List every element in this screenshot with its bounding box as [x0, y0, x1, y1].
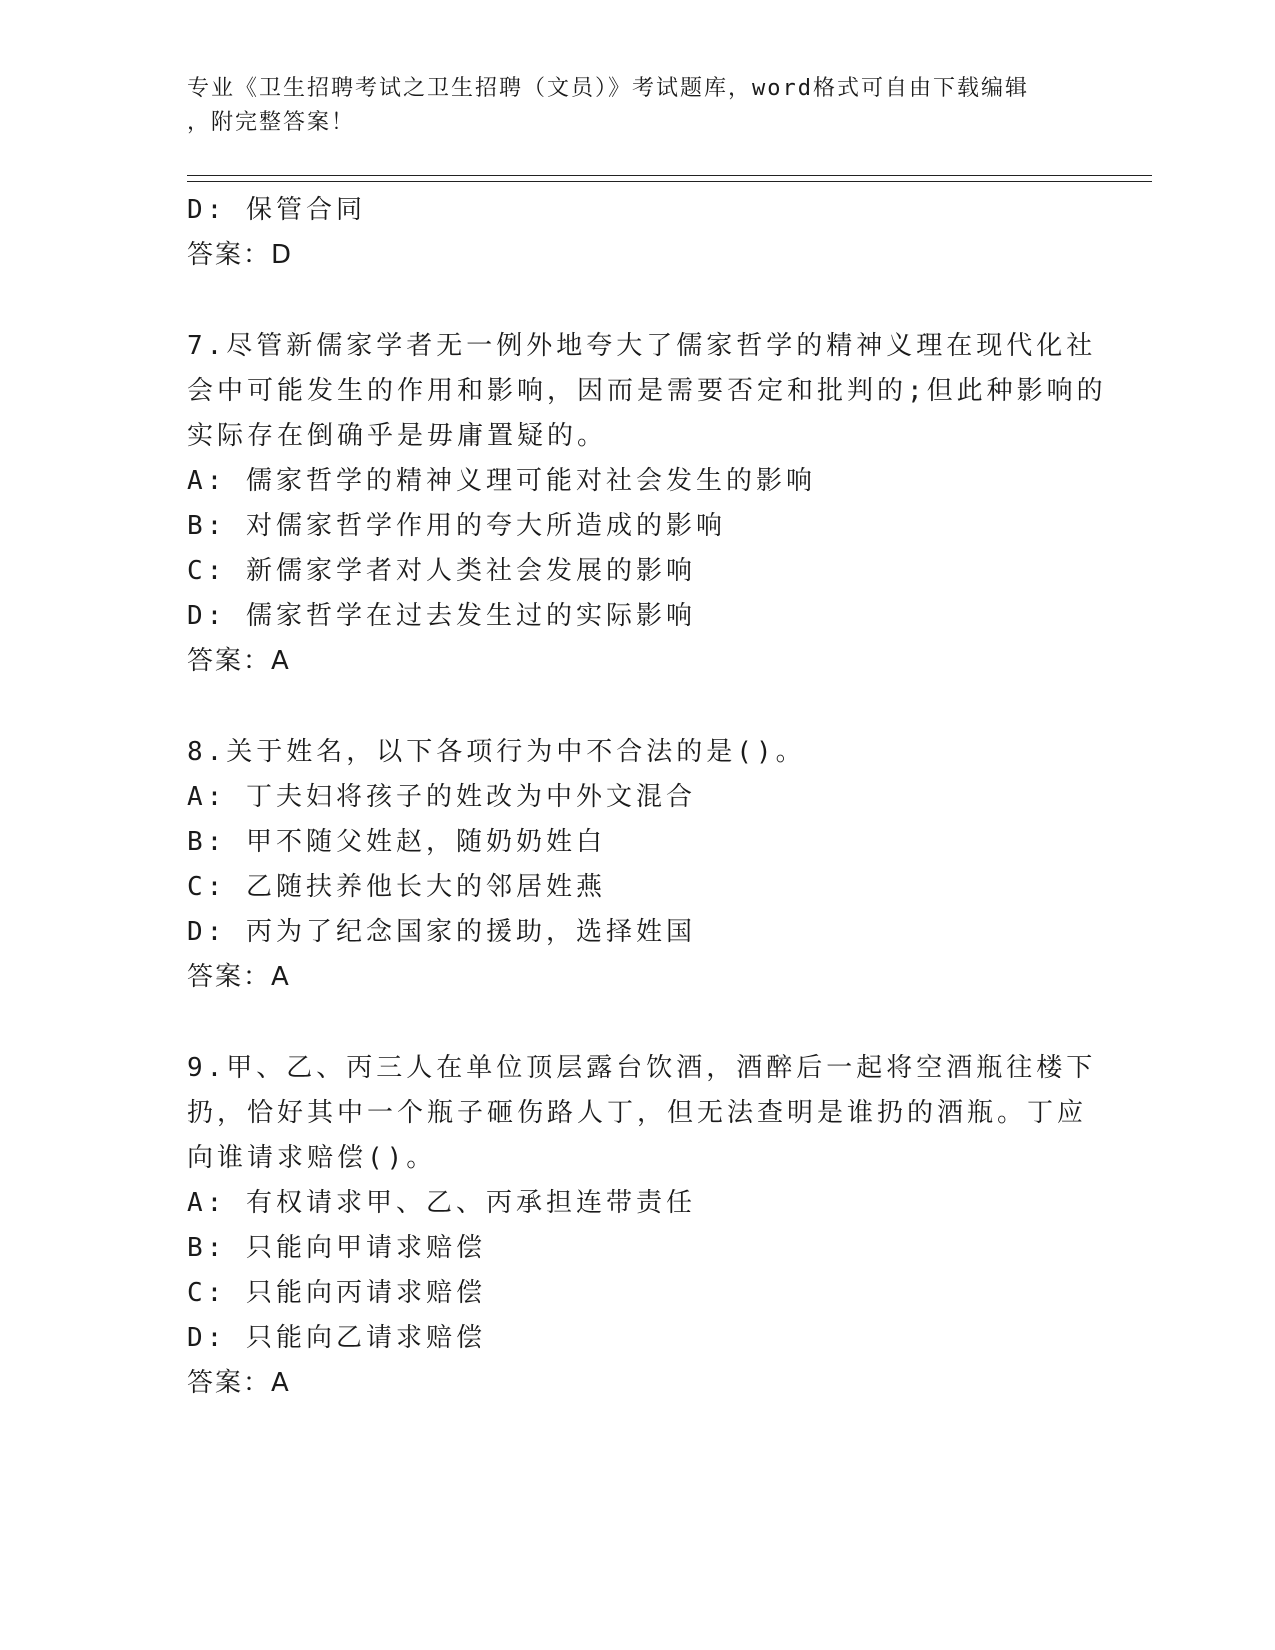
option-a: A: 丁夫妇将孩子的姓改为中外文混合: [187, 782, 696, 812]
option-d: D: 丙为了纪念国家的援助，选择姓国: [187, 917, 696, 947]
prev-question-answer: 答案：D: [187, 240, 294, 270]
question-stem-line: 向谁请求赔偿()。: [187, 1143, 437, 1173]
answer-line: 答案：A: [187, 962, 291, 992]
option-a: A: 儒家哲学的精神义理可能对社会发生的影响: [187, 466, 816, 496]
option-b: B: 对儒家哲学作用的夸大所造成的影响: [187, 511, 726, 541]
question-8: [187, 730, 1087, 1000]
prev-question-option-d: D: 保管合同: [187, 195, 366, 225]
spacer: [187, 1000, 1087, 1046]
option-d: D: 只能向乙请求赔偿: [187, 1323, 486, 1353]
question-stem-line: 扔，恰好其中一个瓶子砸伤路人丁，但无法查明是谁扔的酒瓶。丁应: [187, 1098, 1088, 1128]
question-stem-line: 8.关于姓名，以下各项行为中不合法的是()。: [187, 737, 806, 767]
option-c: C: 只能向丙请求赔偿: [187, 1278, 486, 1308]
option-a: A: 有权请求甲、乙、丙承担连带责任: [187, 1188, 696, 1218]
document-header: [187, 72, 1087, 140]
header-divider-top: [187, 175, 1152, 176]
spacer: [187, 278, 1087, 324]
question-stem-line: 7.尽管新儒家学者无一例外地夸大了儒家哲学的精神义理在现代化社: [187, 331, 1097, 361]
option-b: B: 只能向甲请求赔偿: [187, 1233, 486, 1263]
header-line-1: 专业《卫生招聘考试之卫生招聘（文员）》考试题库，word格式可自由下载编辑: [187, 76, 1029, 101]
option-d: D: 儒家哲学在过去发生过的实际影响: [187, 601, 696, 631]
question-list: [187, 188, 1107, 1406]
header-divider-bottom: [187, 181, 1152, 182]
spacer: [187, 684, 1087, 730]
question-stem-line: 9.甲、乙、丙三人在单位顶层露台饮酒，酒醉后一起将空酒瓶往楼下: [187, 1053, 1097, 1083]
option-b: B: 甲不随父姓赵，随奶奶姓白: [187, 827, 606, 857]
option-c: C: 乙随扶养他长大的邻居姓燕: [187, 872, 606, 902]
answer-line: 答案：A: [187, 646, 291, 676]
question-9: [187, 1046, 1097, 1406]
header-line-2: ，附完整答案！: [187, 110, 356, 135]
question-7: [187, 324, 1107, 684]
option-c: C: 新儒家学者对人类社会发展的影响: [187, 556, 696, 586]
answer-line: 答案：A: [187, 1368, 291, 1398]
question-stem-line: 会中可能发生的作用和影响，因而是需要否定和批判的;但此种影响的: [187, 376, 1107, 406]
question-stem-line: 实际存在倒确乎是毋庸置疑的。: [187, 421, 608, 451]
